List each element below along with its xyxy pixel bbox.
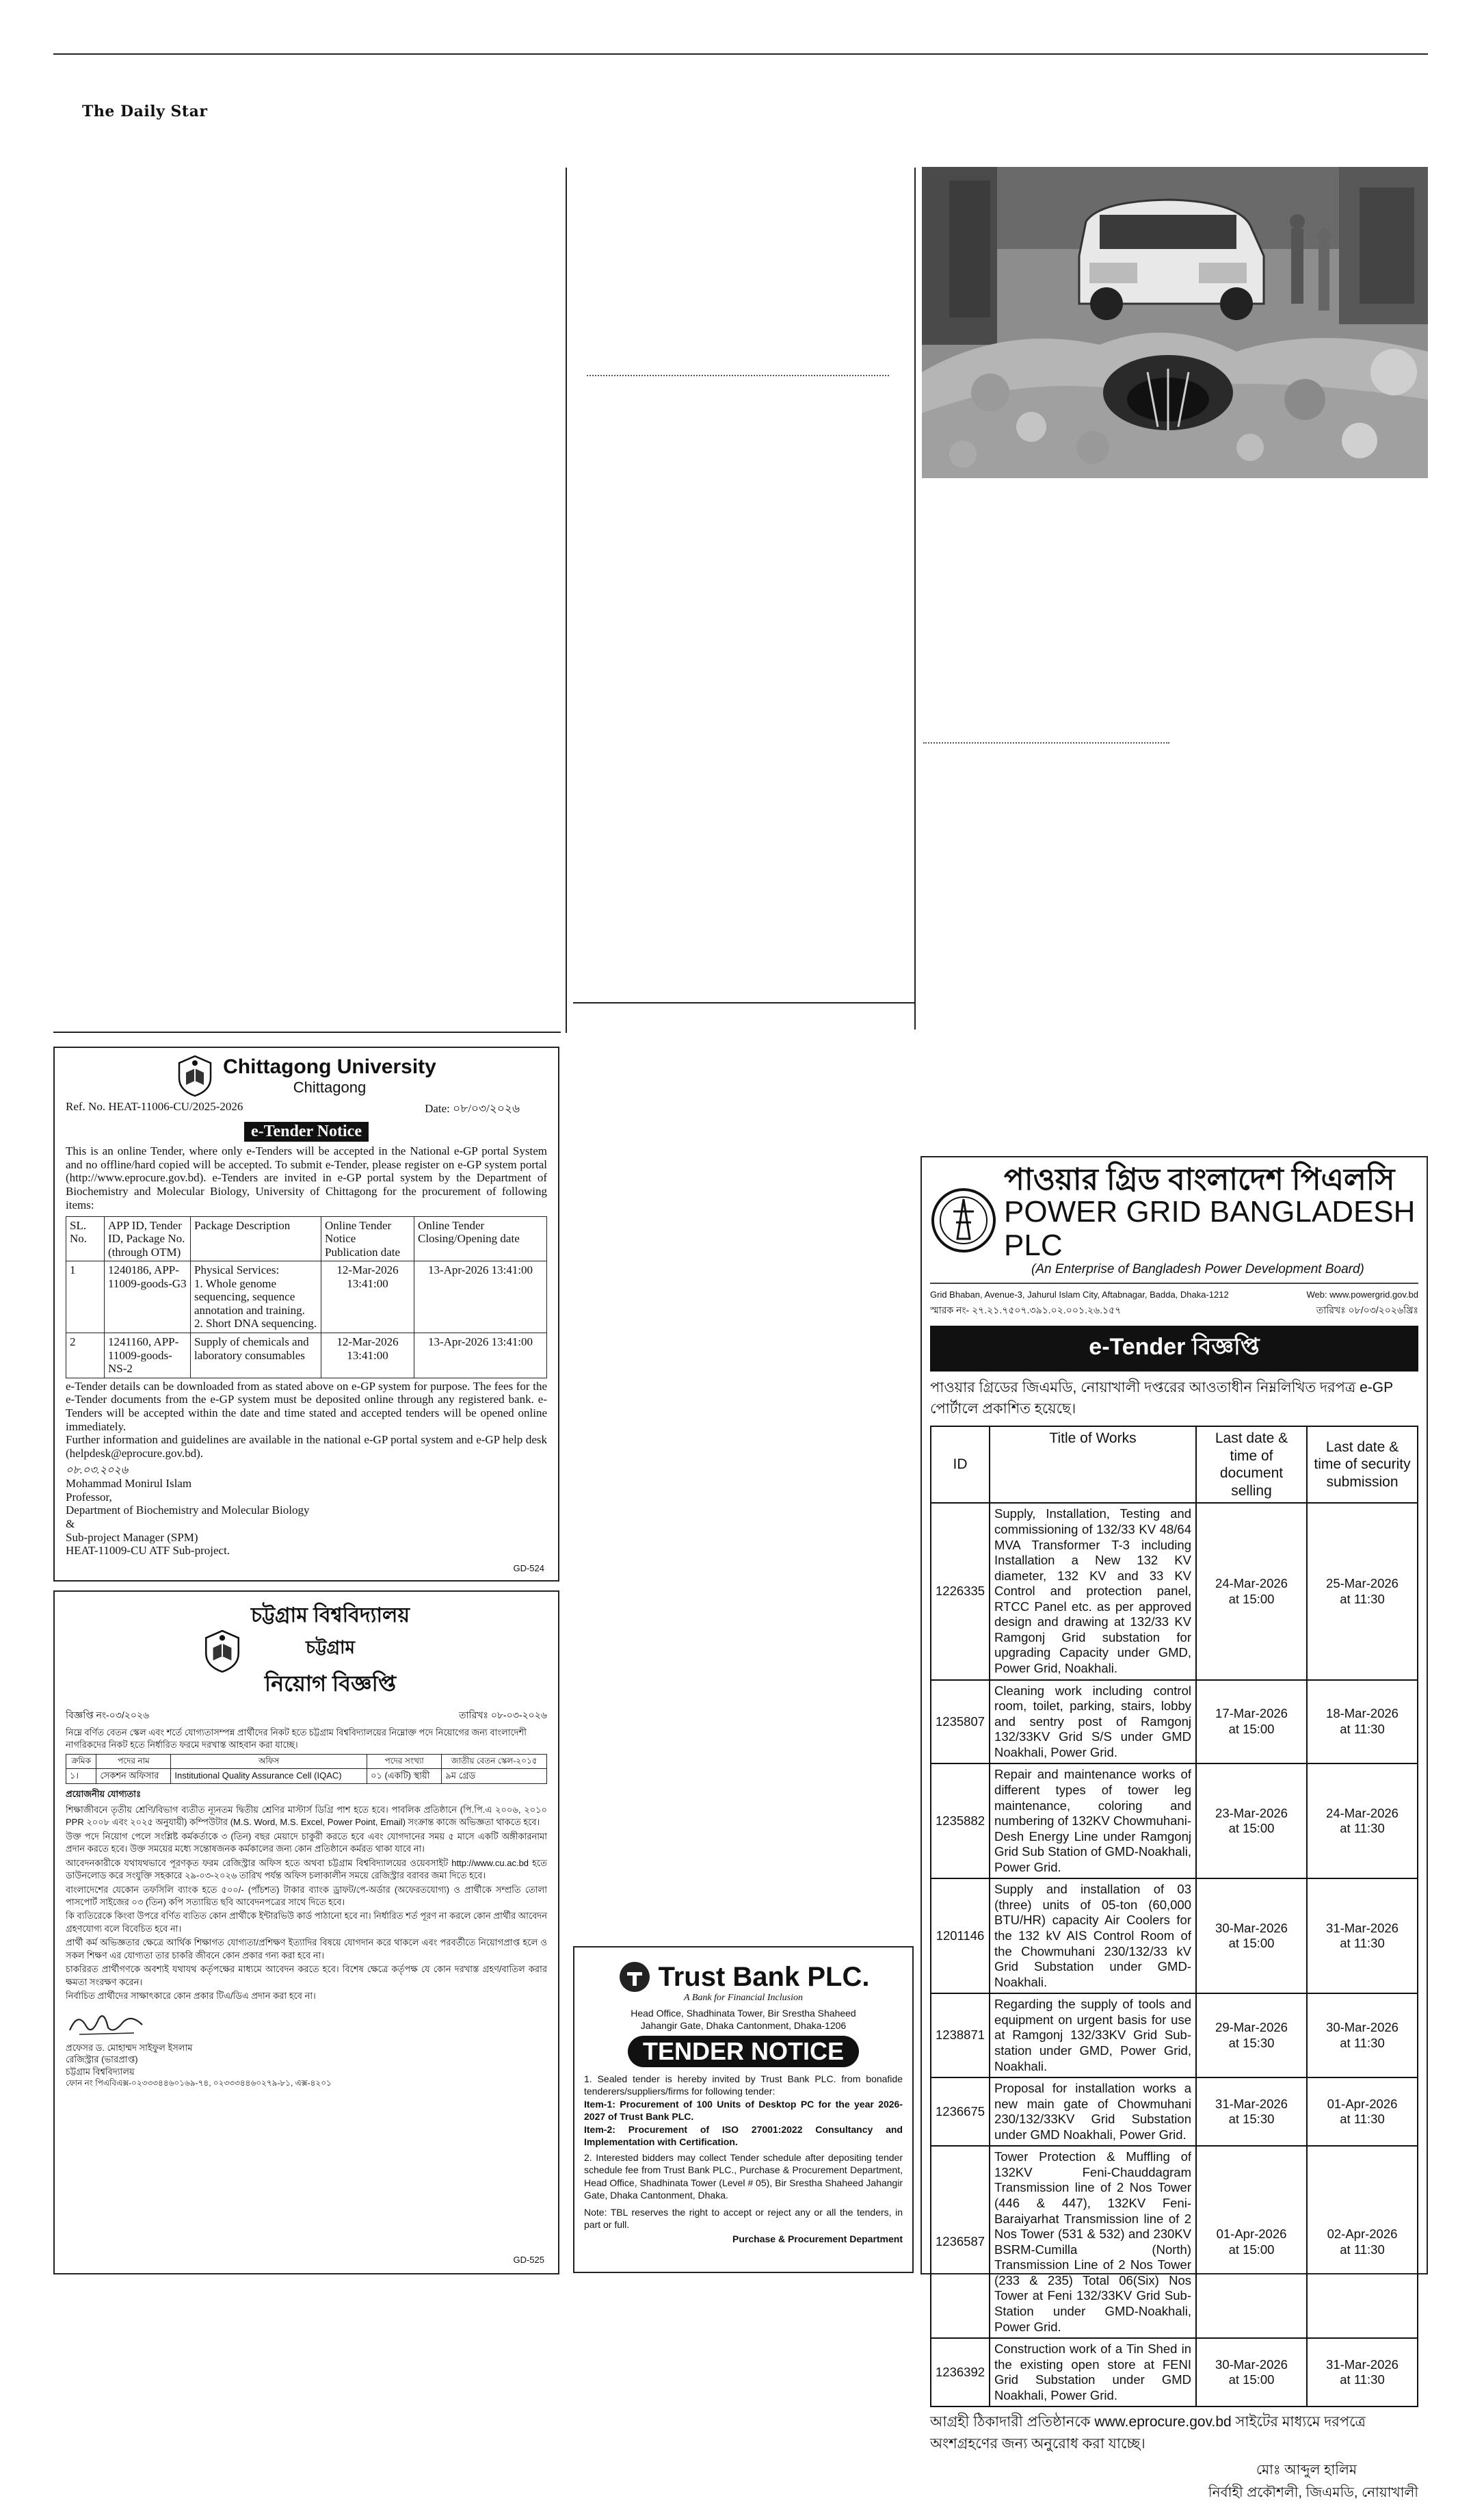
cell-desc [191, 1261, 321, 1333]
cell-selling-text: 24-Mar-2026 [1215, 1575, 1288, 1590]
cell-selling-text: at 15:00 [1228, 1591, 1275, 1606]
cub-paragraph: প্রার্থী কর্ম অভিজ্ঞতার ক্ষেত্রে আর্থিক শিক্ষাগত যোগ্যতা/প্রশিক্ষণ ইত্যাদির বিষয়ে যোগদান করে থাকলে এবং পরবর্তীতে নিয়োগপ্রাপ্ত হলে ও সকল শিক্ষণ এর যোগ্যতা তার চাকরি জীবনে কোন প্রকার গন্য করা হবে না। [66, 1937, 547, 1960]
cell-selling [1196, 1680, 1307, 1764]
trust-bank-ad [573, 1946, 914, 2273]
tb-note: Note: TBL reserves the right to accept or reject any or all the tenders, in part or full. [584, 2206, 903, 2231]
table-row [66, 1768, 547, 1783]
cu-signature: ০৮.০৩.২০২৬ [66, 1464, 129, 1476]
cub-banner: নিয়োগ বিজ্ঞপ্তি [264, 1671, 397, 1696]
cell-selling [1196, 2146, 1307, 2338]
col-header: জাতীয় বেতন স্কেল-২০১৫ [442, 1755, 547, 1769]
cell-selling [1196, 1878, 1307, 1993]
cell-title-text: Regarding the supply of tools and equipment on urgent basis for use at Ramgonj 132/33KV Grid Sub-station under GMD, Power Grid, Noakhali. [994, 1997, 1191, 2073]
cub-contact: ফোন নং পিএবিএক্স-০২৩৩৩৪৪৬০১৬৯-৭৪, ০২৩৩৩৪৪৬০২৭৯-৮১, এক্স-৪২০১ [66, 2078, 332, 2088]
desc-title: Physical Services: [194, 1263, 280, 1277]
cell-title [990, 2077, 1196, 2146]
cell-title [990, 1763, 1196, 1878]
cell-security [1307, 2338, 1418, 2406]
cell-security-text: at 11:30 [1340, 1936, 1385, 1951]
cell-id [931, 1993, 990, 2077]
cub-signer-name: প্রফেসর ড. মোহাম্মদ সাইফুল ইসলাম [66, 2042, 193, 2053]
cell-selling [1196, 2338, 1307, 2406]
cu-signer-line: & [66, 1517, 75, 1530]
cub-intro: নিম্নে বর্ণিত বেতন স্কেল এবং শর্তে যোগ্যতাসম্পন্ন প্রার্থীদের নিকট হতে চট্টগ্রাম বিশ্ববিদ্যালয়ের নিম্নোক্ত পদে নিয়োগের জন্য বাংলাদেশী নাগরিকদের নিকট হতে নির্ধারিত ফরমে দরখাস্ত আহবান করা যাচ্ছে। [66, 1727, 527, 1750]
pg-en-name: POWER GRID BANGLADESH PLC [1004, 1195, 1416, 1262]
cell-security [1307, 1763, 1418, 1878]
dotted-separator [587, 375, 889, 376]
pg-signer-title: নির্বাহী প্রকৌশলী, জিএমডি, নোয়াখালী [1208, 2485, 1418, 2501]
ad-section-rule-left [53, 1032, 561, 1033]
column-rule [566, 168, 567, 1033]
cu-signer-line: Professor, [66, 1490, 112, 1504]
cub-date: তারিখঃ ০৮-০৩-২০২৬ [459, 1709, 547, 1720]
table-row [931, 1503, 1418, 1679]
cell-title [990, 1878, 1196, 1993]
column-rule [914, 168, 916, 1029]
cell-desc: Supply of chemicals and laboratory consumables [191, 1333, 321, 1378]
tb-para-2: 2. Interested bidders may collect Tender schedule after depositing tender schedule fee from Trust Bank PLC., Purchase & Procurement Department, Head Office, Shadhinata Tower (Level # 05), Bir Srestha Shaheed Jahangir Gate, Dhaka Cantonment, Dhaka. [584, 2151, 903, 2201]
cell-title-text: Construction work of a Tin Shed in the existing open store at FENI Grid Substation under GMD Noakhali, Power Grid. [994, 2342, 1191, 2402]
cub-paragraph: আবেদনকারীকে যথাযথভাবে পূরণকৃত ফরম রেজিস্ট্রার অফিস হতে অথবা চট্টগ্রাম বিশ্ববিদ্যালয়ের ওয়েবসাইট http://www.cu.ac.bd হতে ডাউনলোড করে সংযুক্তি সহকারে ২৯-০৩-২০২৬ তারিখ পর্যন্ত অফিস চলাকালীন সময়ে রেজিস্ট্রার বরাবর জমা দিতে হবে। [66, 1857, 547, 1881]
cell-id [931, 2146, 990, 2338]
cell-title [990, 2146, 1196, 2338]
pg-divider [930, 1283, 1418, 1284]
pg-bn-name: পাওয়ার গ্রিড বাংলাদেশ পিএলসি [1004, 1163, 1395, 1196]
table-row [931, 1878, 1418, 1993]
cell-id-text: 1226335 [936, 1584, 985, 1599]
cell-selling-text: at 15:30 [1228, 2112, 1275, 2127]
cell-title [990, 1993, 1196, 2077]
cu-title: Chittagong University [223, 1055, 436, 1078]
table-cell: ৯ম গ্রেড [442, 1768, 547, 1783]
tb-banner: TENDER NOTICE [628, 2036, 859, 2067]
cub-paragraph: উক্ত পদে নিয়োগ পেলে সংশ্লিষ্ট কর্মকর্তাকে ৩ (তিন) বছর মেয়াদে চাকুরী করতে হবে এবং যোগদানের সময় ৫ মাসে একটি অঙ্গীকারনামা প্রদান করতে হবে। উক্ত সময়ের মধ্যে সন্তোষজনক কর্মকালের জন্য কোন প্রতিষ্ঠানে কর্মরত থাকা যাবে না। [66, 1831, 547, 1854]
cell-title-text: Tower Protection & Muffling of 132KV Feni-Chauddagram Transmission line of 2 Nos Tower (446 & 447), 132KV Feni-Baraiyarhat Transmission line of 2 Nos Tower (531 & 532) and 230KV BSRM-Cumilla (North) Transmission Line of 2 Nos Tower (233 & 235) Total 06(Six) Nos Tower at Feni 132/33KV Grid Sub-Station under GMD-Noakhali, Power Grid. [994, 2149, 1191, 2334]
cu-signer-line: Sub-project Manager (SPM) [66, 1530, 198, 1544]
cu-recruitment-ad [53, 1590, 559, 2274]
power-grid-ad [920, 1156, 1428, 2501]
pg-subtitle: (An Enterprise of Bangladesh Power Development Board) [1031, 1261, 1364, 1276]
col-header: পদের সংখ্যা [367, 1755, 442, 1769]
tb-dept: Purchase & Procurement Department [732, 2233, 903, 2244]
pg-intro: পাওয়ার গ্রিডের জিএমডি, নোয়াখালী দপ্তরের আওতাধীন নিম্নলিখিত দরপত্র e-GP পোর্টালে প্রকাশিত হয়েছে। [930, 1379, 1393, 1417]
cell-selling-text: at 15:00 [1228, 2372, 1275, 2387]
cu-footer-text-2: Further information and guidelines are available in the national e-GP portal system and e-GP help desk (helpdesk@eprocure.gov.bd). [66, 1433, 547, 1460]
table-row [931, 2077, 1418, 2146]
cu-signer-line: Mohammad Monirul Islam [66, 1477, 192, 1491]
cu-tender-table [66, 1216, 547, 1378]
tb-item-2: Item-2: Procurement of ISO 27001:2022 Consultancy and Implementation with Certification. [584, 2123, 903, 2148]
desc-line: 2. Short DNA sequencing. [194, 1317, 317, 1330]
cell-security-text: at 11:30 [1340, 2035, 1385, 2050]
col-header-selling: Last date & time of document selling [1196, 1426, 1307, 1503]
cell-id [931, 2077, 990, 2146]
cu-city: Chittagong [293, 1079, 367, 1096]
cell-security-text: at 11:30 [1340, 2112, 1385, 2127]
col-header-security: Last date & time of security submission [1307, 1426, 1418, 1503]
news-photo [922, 167, 1428, 478]
cell-close: 13-Apr-2026 13:41:00 [414, 1333, 547, 1378]
cell-id-text: 1236587 [936, 2234, 985, 2249]
cell-id [931, 1878, 990, 1993]
cell-selling-text: at 15:00 [1228, 2242, 1275, 2257]
cub-paragraph: চাকরিরত প্রার্থীগণকে অবশ্যই যথাযথ কর্তৃপক্ষের মাধ্যমে আবেদন করতে হবে। বিশেষ ক্ষেত্রে কর্তৃপক্ষ যে কোন দরখাস্ত গ্রহণ/বাতিল করার ক্ষমতা সংরক্ষণ করেন। [66, 1964, 547, 1987]
cell-security [1307, 1993, 1418, 2077]
table-row [931, 2146, 1418, 2338]
university-crest-icon [176, 1055, 213, 1097]
cell-title-text: Cleaning work including control room, toilet, parking, stairs, lobby and sentry post of Ramgonj 132/33KV Grid S/S under GMD Noakhali, Power Grid. [994, 1683, 1191, 1759]
power-grid-logo-icon [930, 1187, 997, 1254]
cu-etender-ad [53, 1047, 559, 1582]
cell-pub: 12-Mar-2026 13:41:00 [321, 1333, 414, 1378]
cell-selling [1196, 2077, 1307, 2146]
cu-banner: e-Tender Notice [244, 1122, 369, 1142]
cell-id-text: 1235882 [936, 1813, 985, 1828]
pg-signer-name: মোঃ আব্দুল হালিম [1256, 2463, 1357, 2478]
table-row [931, 1993, 1418, 2077]
cell-security-text: 24-Mar-2026 [1326, 1805, 1399, 1820]
cub-paragraph: শিক্ষাজীবনে তৃতীয় শ্রেণি/বিভাগ ব্যতীত ন্যূনতম দ্বিতীয় শ্রেণির মাস্টার্স ডিগ্রি পাশ হতে হবে। পাবলিক প্রতিষ্ঠানে (পি.পি.এ ২০০৬, ২০১০ PPR ২০০৮ এবং ২০২৫ অনুযায়ী) কম্পিউটার (M.S. Word, M.S. Excel, Power Point, Email) সংক্রান্ত কাজে অভিজ্ঞতা থাকতে হবে। [66, 1804, 547, 1828]
cu-signer-line: HEAT-11009-CU ATF Sub-project. [66, 1544, 230, 1558]
table-row [931, 2338, 1418, 2406]
trust-bank-logo-icon [618, 1960, 652, 1994]
cell-security-text: at 11:30 [1340, 2372, 1385, 2387]
pg-tender-table [930, 1426, 1418, 2407]
tb-para-1: 1. Sealed tender is hereby invited by Trust Bank PLC. from bonafide tenderers/suppliers/firms for following tender: [584, 2073, 903, 2097]
col-header: APP ID, Tender ID, Package No. (through OTM) [105, 1216, 191, 1261]
col-header: Package Description [191, 1216, 321, 1261]
cell-close: 13-Apr-2026 13:41:00 [414, 1261, 547, 1333]
table-cell: ১। [66, 1768, 96, 1783]
cell-security-text: 02-Apr-2026 [1327, 2227, 1398, 2242]
cell-id [931, 2338, 990, 2406]
cub-post-table [66, 1754, 547, 1784]
cub-title: চট্টগ্রাম বিশ্ববিদ্যালয় [250, 1604, 410, 1627]
cell-selling [1196, 1503, 1307, 1679]
cell-title-text: Supply and installation of 03 (three) units of 05-ton (60,000 BTU/HR) capacity Air Coolers for the 132 kV AIS Control Room of the Chowmuhani 230/132/33 kV Grid Substation under GMD-Noakhali. [994, 1882, 1191, 1989]
cell-title [990, 1680, 1196, 1764]
table-header-row [931, 1426, 1418, 1503]
cell-security-text: 18-Mar-2026 [1326, 1706, 1399, 1721]
cell-security [1307, 1503, 1418, 1679]
dotted-separator [923, 742, 1169, 744]
cub-city: চট্টগ্রাম [306, 1637, 355, 1657]
col-header-title: Title of Works [990, 1426, 1196, 1503]
cell-selling-text: at 15:00 [1228, 1936, 1275, 1951]
cell-title-text: Supply, Installation, Testing and commissioning of 132/33 KV 48/64 MVA Transformer T-3 including Installation a New 132 KV diameter, 132 KV and 33 KV Control and protection panel, RTCC Panel etc. as per approved design and drawing at 132/33 KV Ramgonj Grid substation for upgrading Capacity under GMD, Power Grid, Noakhali. [994, 1506, 1191, 1676]
col-header: Online Tender Notice Publication date [321, 1216, 414, 1261]
cub-signer-title: রেজিস্ট্রার (ভারপ্রাপ্ত) [66, 2054, 138, 2065]
cell-id-text: 1201146 [936, 1928, 985, 1943]
road-excavation-photo [922, 167, 1428, 478]
cell-selling-text: 30-Mar-2026 [1215, 2357, 1288, 2372]
cell-ids: 1241160, APP-11009-goods-NS-2 [105, 1333, 191, 1378]
table-row [66, 1333, 547, 1378]
cell-id-text: 1236675 [936, 2103, 985, 2119]
pg-footer: আগ্রহী ঠিকাদারী প্রতিষ্ঠানকে www.eprocure.gov.bd সাইটের মাধ্যমে দরপত্রে অংশগ্রহণের জন্য অনুরোধ করা যাচ্ছে। [930, 2414, 1366, 2452]
cell-security-text: at 11:30 [1340, 2242, 1385, 2257]
pg-memo: স্মারক নং- ২৭.২১.৭৫০৭.৩৯১.০২.০০১.২৬.১৫৭ [930, 1304, 1122, 1315]
table-row [931, 1763, 1418, 1878]
col-header: Online Tender Closing/Opening date [414, 1216, 547, 1261]
university-crest-icon [203, 1629, 241, 1673]
cell-sl: 1 [66, 1261, 105, 1333]
cub-paragraph: নির্বাচিত প্রার্থীদের সাক্ষাৎকারে কোন প্রকার টিএ/ডিএ প্রদান করা হবে না। [66, 1991, 316, 2002]
cell-title-text: Proposal for installation works a new main gate of Chowmuhani 230/132/33KV Grid Substation under GMD Noakhali, Power Grid. [994, 2081, 1191, 2142]
cell-title-text: Repair and maintenance works of different types of tower leg maintenance, coloring and numbering of 132KV Chowmuhani-Desh Energy Line under Ramgonj Grid Sub Station of GMD-Noakhali, Power Grid. [994, 1767, 1191, 1874]
cell-security-text: at 11:30 [1340, 1591, 1385, 1606]
cell-security-text: 01-Apr-2026 [1327, 2096, 1398, 2111]
cub-ad-code: GD-525 [513, 2255, 544, 2265]
cell-selling-text: 29-Mar-2026 [1215, 2020, 1288, 2035]
cell-security-text: 25-Mar-2026 [1326, 1575, 1399, 1590]
cell-security-text: 30-Mar-2026 [1326, 2020, 1399, 2035]
cell-selling-text: 23-Mar-2026 [1215, 1805, 1288, 1820]
tb-name: Trust Bank PLC. [658, 1961, 870, 1992]
cell-selling-text: 30-Mar-2026 [1215, 1920, 1288, 1935]
table-header-row [66, 1216, 547, 1261]
cell-security-text: at 11:30 [1340, 1821, 1385, 1836]
col-header: ক্রমিক [66, 1755, 96, 1769]
cub-ref: বিজ্ঞপ্তি নং-০৩/২০২৬ [66, 1709, 150, 1720]
cell-pub: 12-Mar-2026 13:41:00 [321, 1261, 414, 1333]
col-header: SL. No. [66, 1216, 105, 1261]
cu-date: Date: ০৮/০৩/২০২৬ [425, 1102, 520, 1115]
cell-sl: 2 [66, 1333, 105, 1378]
cell-id [931, 1763, 990, 1878]
cub-paragraph: বাংলাদেশের যেকোন তফসিলি ব্যাংক হতে ৫০০/- (পাঁচশত) টাকার ব্যাংক ড্রাফট/পে-অর্ডার (অফেরতযোগ্য) ও প্রার্থীকে সম্প্রতি তোলা পাসপোর্ট সাইজের ০৩ (তিন) কপি সত্যায়িত ছবি আবেদনপত্রের সাথে দিতে হবে। [66, 1884, 547, 1907]
pg-banner-en: e-Tender [1089, 1333, 1186, 1360]
cell-selling [1196, 1993, 1307, 2077]
ad-section-rule-middle [573, 1002, 915, 1004]
table-row [931, 1680, 1418, 1764]
desc-line: 1. Whole genome sequencing, sequence annotation and training. [194, 1276, 305, 1317]
cell-selling-text: at 15:00 [1228, 1722, 1275, 1736]
cub-paragraph: কি ব্যতিরেকে কিংবা উপরে বর্ণিত ব্যতিত কোন প্রার্থীকে ইন্টারভিউ কার্ড পাঠানো হবে না। নির্ধারিত শর্ত পূরণ না করলে কোন প্রার্থীর আবেদন গ্রহণযোগ্য বলে বিবেচিত হবে না। [66, 1911, 547, 1934]
cu-footer-text: e-Tender details can be downloaded from as stated above on e-GP system for purpose. The fees for the e-Tender documents from the e-GP system must be deposited online through any registered bank. e-Tenders will be accepted within the date and time stated and accepted tenders will be opened online immediately. [66, 1379, 547, 1433]
cell-id-text: 1238871 [936, 2028, 985, 2043]
cell-selling-text: 31-Mar-2026 [1215, 2096, 1288, 2111]
cu-signer-line: Department of Biochemistry and Molecular Biology [66, 1504, 310, 1517]
tb-tagline: A Bank for Financial Inclusion [684, 1993, 803, 2003]
col-header: পদের নাম [96, 1755, 171, 1769]
table-cell: সেকশন অফিসার [96, 1768, 171, 1783]
cell-selling [1196, 1763, 1307, 1878]
cub-qual-heading: প্রয়োজনীয় যোগ্যতাঃ [66, 1788, 142, 1799]
table-cell: Institutional Quality Assurance Cell (IQAC) [171, 1768, 367, 1783]
pg-banner-bn: বিজ্ঞপ্তি [1191, 1333, 1260, 1360]
cell-title [990, 2338, 1196, 2406]
cub-signer-office: চট্টগ্রাম বিশ্ববিদ্যালয় [66, 2066, 135, 2077]
cell-security [1307, 2146, 1418, 2338]
cell-selling-text: at 15:30 [1228, 2035, 1275, 2050]
cell-security-text: 31-Mar-2026 [1326, 2357, 1399, 2372]
cell-security-text: 31-Mar-2026 [1326, 1920, 1399, 1935]
cell-id [931, 1503, 990, 1679]
cell-selling-text: 01-Apr-2026 [1216, 2227, 1287, 2242]
cell-id-text: 1236392 [936, 2364, 985, 2379]
col-header: অফিস [171, 1755, 367, 1769]
cell-security [1307, 1878, 1418, 1993]
pg-address: Grid Bhaban, Avenue-3, Jahurul Islam City, Aftabnagar, Badda, Dhaka-1212 [930, 1289, 1229, 1300]
top-rule [53, 53, 1428, 55]
table-cell: ০১ (একটি) স্থায়ী [367, 1768, 442, 1783]
cell-id-text: 1235807 [936, 1714, 985, 1729]
cell-ids: 1240186, APP-11009-goods-G3 [105, 1261, 191, 1333]
cu-ref: Ref. No. HEAT-11006-CU/2025-2026 [66, 1100, 243, 1113]
pg-date: তারিখঃ ০৮/০৩/২০২৬খ্রিঃ [1316, 1304, 1418, 1315]
pg-web: Web: www.powergrid.gov.bd [1306, 1289, 1418, 1300]
table-header-row [66, 1755, 547, 1769]
cu-intro: This is an online Tender, where only e-Tenders will be accepted in the National e-GP portal System and no offline/hard copied will be accepted. To submit e-Tender, please register on e-GP system portal (http://www.eprocure.gov.bd). e-Tenders are invited in e-GP portal system by the Department of Biochemistry and Molecular Biology, University of Chittagong for the procurement of following items: [66, 1144, 547, 1211]
cell-security-text: at 11:30 [1340, 1722, 1385, 1736]
cell-selling-text: at 15:00 [1228, 1821, 1275, 1836]
col-header-id: ID [931, 1426, 990, 1503]
tb-address: Head Office, Shadhinata Tower, Bir Srestha Shaheed Jahangir Gate, Dhaka Cantonment, Dhaka-1206 [631, 2008, 856, 2031]
masthead: The Daily Star [82, 103, 208, 120]
pg-banner [930, 1326, 1418, 1372]
cell-selling-text: 17-Mar-2026 [1215, 1706, 1288, 1721]
handwritten-signature-icon [66, 2007, 148, 2038]
cell-security [1307, 2077, 1418, 2146]
cell-security [1307, 1680, 1418, 1764]
table-row [66, 1261, 547, 1333]
cell-title [990, 1503, 1196, 1679]
tb-item-1: Item-1: Procurement of 100 Units of Desktop PC for the year 2026-2027 of Trust Bank PLC. [584, 2098, 903, 2123]
cell-id [931, 1680, 990, 1764]
cu-ad-code: GD-524 [513, 1563, 544, 1573]
